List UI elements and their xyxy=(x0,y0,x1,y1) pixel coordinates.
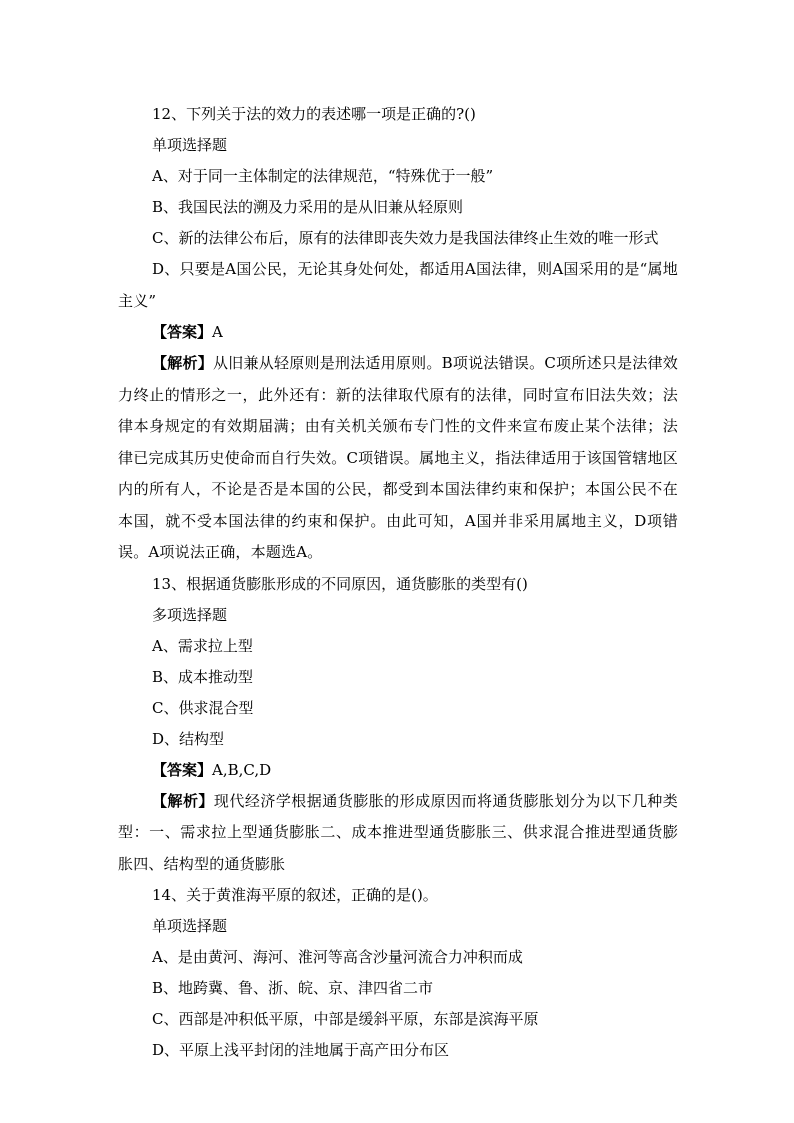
question-13-option-b: B、成本推动型 xyxy=(152,667,254,686)
question-12-answer xyxy=(118,317,678,348)
question-14-type: 单项选择题 xyxy=(152,917,228,935)
question-13-stem: 13、根据通货膨胀形成的不同原因，通货膨胀的类型有() xyxy=(152,574,528,593)
question-13-type: 多项选择题 xyxy=(152,605,228,624)
question-13-analysis xyxy=(118,786,678,881)
question-14-option-d: D、平原上浅平封闭的洼地属于高产田分布区 xyxy=(152,1041,450,1059)
question-14-option-a: A、是由黄河、海河、淮河等高含沙量河流合力冲积而成 xyxy=(152,948,523,966)
question-13-answer xyxy=(118,755,678,786)
question-13-option-c: C、供求混合型 xyxy=(152,698,254,717)
answer-value: A,B,C,D xyxy=(212,760,272,779)
question-12-option-c: C、新的法律公布后，原有的法律即丧失效力是我国法律终止生效的唯一形式 xyxy=(152,229,659,247)
question-12-type: 单项选择题 xyxy=(152,136,228,154)
question-12-option-d: D、只要是A国公民，无论其身处何处，都适用A国法律，则A国采用的是“属地主义” xyxy=(118,260,678,310)
question-14-option-b: B、地跨冀、鲁、浙、皖、京、津四省二市 xyxy=(152,979,434,997)
analysis-label: 【解析】 xyxy=(152,354,213,372)
question-12-option-a: A、对于同一主体制定的法律规范，“特殊优于一般” xyxy=(152,167,494,185)
question-12-analysis xyxy=(118,348,678,569)
analysis-text: 从旧兼从轻原则是刑法适用原则。B项说法错误。C项所述只是法律效力终止的情形之一，此外还有：新的法律取代原有的法律，同时宣布旧法失效；法律本身规定的有效期届满；由有关机关颁布专门性的文件来宣布废止某个法律；法律已完成其历史使命而自行失效。C项错误。属地主义，指法律适用于该国管辖地区内的所有人，不论是否是本国的公民，都受到本国法律约束和保护；本国公民不在本国，就不受本国法律的约束和保护。由此可知，A国并非采用属地主义，D项错误。A项说法正确，本题选A。 xyxy=(118,354,678,561)
question-14-option-c: C、西部是冲积低平原，中部是缓斜平原，东部是滨海平原 xyxy=(152,1010,539,1028)
analysis-text: 现代经济学根据通货膨胀的形成原因而将通货膨胀划分为以下几种类型：一、需求拉上型通货膨胀二、成本推进型通货膨胀三、供求混合推进型通货膨胀四、结构型的通货膨胀 xyxy=(118,791,678,873)
analysis-label: 【解析】 xyxy=(152,791,214,810)
question-13-option-d: D、结构型 xyxy=(152,729,225,748)
document-content xyxy=(118,99,678,1066)
question-12-option-b: B、我国民法的溯及力采用的是从旧兼从轻原则 xyxy=(152,198,464,216)
question-12-stem: 12、下列关于法的效力的表述哪一项是正确的?() xyxy=(152,105,476,123)
answer-label: 【答案】 xyxy=(152,323,213,341)
question-14-stem: 14、关于黄淮海平原的叙述，正确的是()。 xyxy=(152,886,438,904)
answer-value: A xyxy=(212,323,223,341)
question-13-option-a: A、需求拉上型 xyxy=(152,636,253,655)
answer-label: 【答案】 xyxy=(152,760,213,779)
